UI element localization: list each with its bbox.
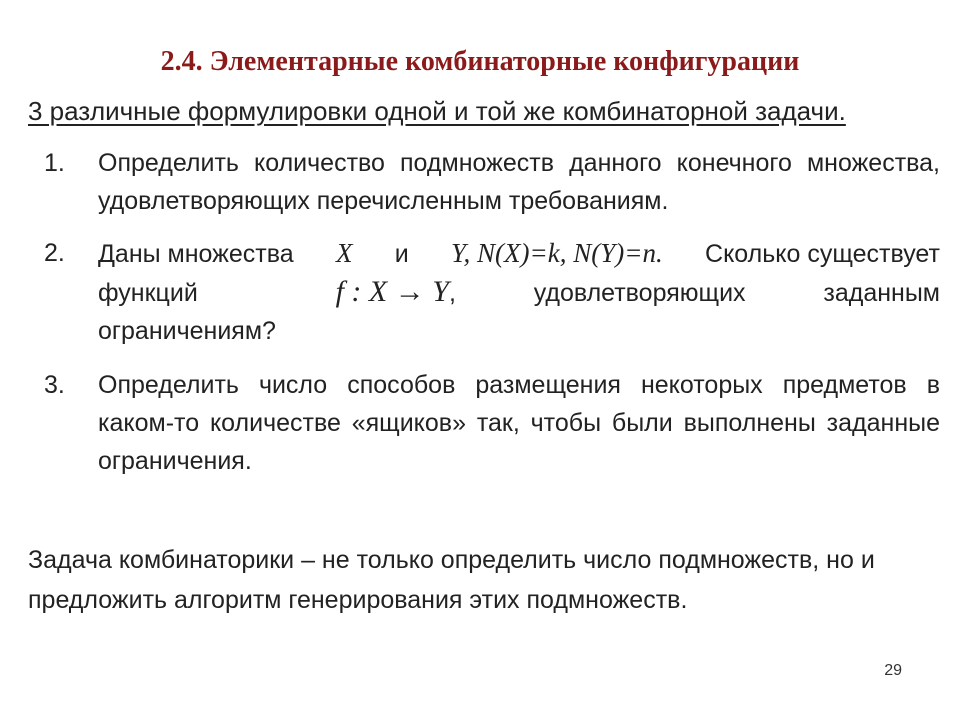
list-item-2 [0, 234, 940, 350]
list-item-line-1 [98, 234, 940, 273]
text-and: и [394, 240, 409, 268]
list-item-number: 2. [44, 239, 65, 267]
text-functions: функций [98, 279, 198, 307]
text-pre: Даны множества [98, 240, 294, 268]
slide-subtitle: 3 различные формулировки одной и той же комбинаторной задачи. [28, 96, 846, 126]
text-satisfying: удовлетворяющих [533, 279, 746, 307]
list-item-text: Определить число способов размещения некоторых предметов в каком-то количестве «ящиков» так, чтобы были выполнены заданные ограничения. [98, 371, 940, 475]
list-item-text: Определить количество подмножеств данного конечного множества, удовлетворяющих перечисленным требованиям. [98, 149, 940, 215]
list-item-line-2 [98, 273, 940, 312]
math-formula: f : X → Y [335, 275, 449, 308]
text-comma: , [448, 279, 456, 307]
text-given: заданным [823, 279, 940, 307]
list-item-3 [0, 366, 940, 480]
text-post: Сколько существует [705, 240, 940, 268]
math-sets: Y, N(X)=k, N(Y)=n. [451, 238, 663, 268]
list-item-number: 3. [44, 371, 65, 399]
page-number: 29 [884, 662, 902, 679]
list-item-number: 1. [44, 149, 65, 177]
conclusion-text: Задача комбинаторики – не только определить число подмножеств, но и предложить алгоритм генерирования этих подмножеств. [28, 546, 875, 614]
list-item-line-3: ограничениям? [98, 317, 276, 345]
formula-group [276, 273, 456, 312]
list-item-text [98, 234, 940, 350]
slide-title: 2.4. Элементарные комбинаторные конфигурации [160, 46, 800, 77]
math-x: X [335, 238, 353, 268]
list-item-1 [0, 144, 940, 220]
